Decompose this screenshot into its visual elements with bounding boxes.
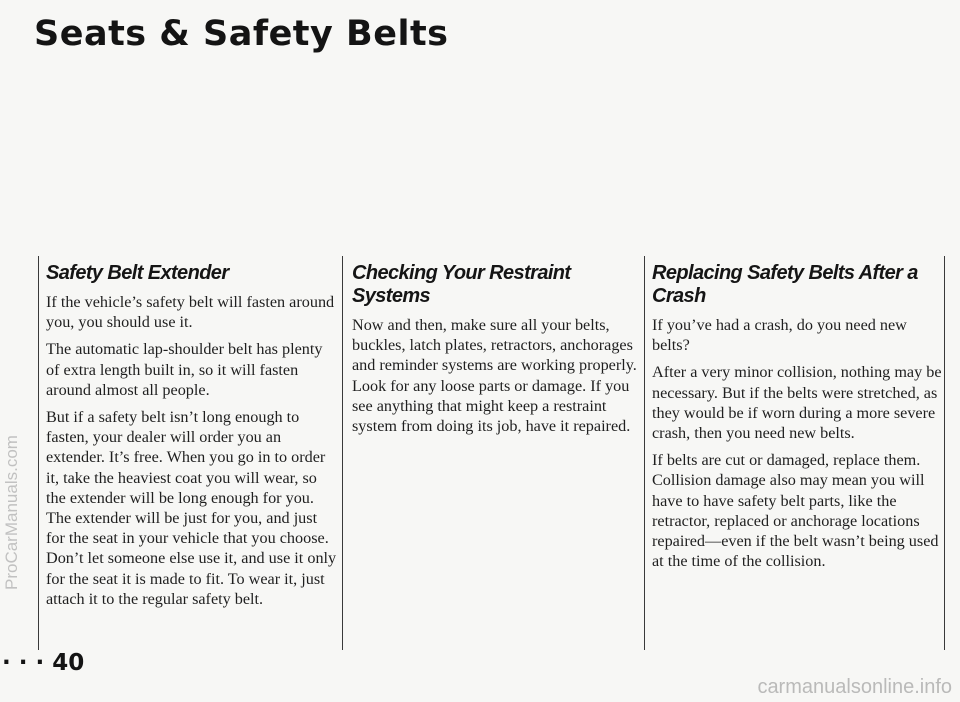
paragraph: If the vehicle’s safety belt will fasten around you, you should use it. [46,293,335,332]
paragraph: After a very minor collision, nothing may be necessary. But if the belts were stretched, as they would be if worn during a more severe crash, then you need new belts. [652,363,942,443]
section-heading: Safety Belt Extender [46,262,229,284]
page-title: Seats & Safety Belts [34,14,449,54]
page-number: · · · 40 [2,650,85,676]
section-heading: Replacing Safety Belts After a Crash [652,262,918,307]
paragraph: If belts are cut or damaged, replace them. Collision damage also may mean you will have to have safety belt parts, like the retractor, replaced or anchorage locations repaired—even if the belt wasn’t being used at the time of the collision. [652,451,939,571]
paragraph: If you’ve had a crash, do you need new belts? [652,316,907,355]
column-rule [944,256,945,650]
side-watermark: ProCarManuals.com [2,435,21,590]
section-safety-belt-extender [46,262,338,616]
paragraph: Now and then, make sure all your belts, buckles, latch plates, retractors, anchorages and reminder systems are working properly. Look for any loose parts or damage. If you see anything that might keep a restraint system from doing its job, have it repaired. [352,316,637,436]
section-replacing-safety-belts [652,262,942,578]
section-checking-restraint-systems [352,262,640,443]
paragraph: But if a safety belt isn’t long enough to fasten, your dealer will order you an extender. It’s free. When you go in to order it, take the heaviest coat you will wear, so the extender will be long enough for you. The extender will be just for you, and just for the seat in your vehicle that you choose. Don’t let someone else use it, and use it only for the seat it is made to fit. To wear it, just attach it to the regular safety belt. [46,408,337,608]
column-rule [644,256,645,650]
paragraph: The automatic lap-shoulder belt has plenty of extra length built in, so it will fasten around almost all people. [46,340,323,399]
column-rule [342,256,343,650]
section-heading: Checking Your Restraint Systems [352,262,571,307]
column-rule [38,256,39,650]
bottom-watermark: carmanualsonline.info [757,676,952,698]
